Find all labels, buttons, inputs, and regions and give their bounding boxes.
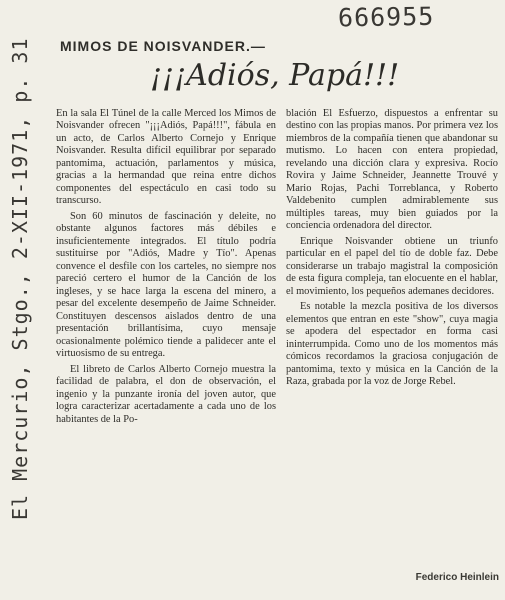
- article-title: ¡¡¡Adiós, Papá!!!: [150, 58, 400, 93]
- paragraph: Es notable la mezcla positiva de los diversos elementos que entran en este "show", cuya magia se apodera del espectador en forma casi ininterrumpida. Como uno de los momentos más cómicos recordamos la graciosa conjugación de pantomima, texto y música en la Canción de la Raza, grabada por la voz de Jorge Rebel.: [286, 301, 498, 388]
- paragraph: Enrique Noisvander obtiene un triunfo particular en el papel del tío de doble faz. Debe considerarse un trabajo magistral la composición de esta figura compleja, tan elocuente en el hablar, el movimiento, los pequeños ademanes decidores.: [286, 235, 498, 297]
- paragraph: Son 60 minutos de fascinación y deleite, no obstante algunos factores más débiles e insuficientemente integrados. El título podría sustituirse por "Adiós, Madre y Tío". Apenas convence el desfile con los carteles, no siempre nos pareció certero el humor de la Canción de los ingleses, y se hace larga la escena del minero, a pesar del excelente desempeño de Jaime Schneider. Constituyen descensos aislados dentro de una presentación brillantísima, cuyo mensaje ocasionalmente polémico tiende a palidecer ante el virtuosismo de su entrega.: [56, 210, 276, 360]
- section-header: MIMOS DE NOISVANDER.—: [60, 38, 266, 54]
- article-left-column: [56, 108, 276, 429]
- paragraph: blación El Esfuerzo, dispuestos a enfrentar su destino con las propias manos. Por primera vez los miembros de la compañía tienen que abandonar su mutismo. Lo hacen con entera propiedad, revelando una dicción clara y expresiva. Rocío Rovira y Jaime Schneider, Jeannette Trouvé y Mario Rojas, Pachi Torreblanca, y Roberto Valdebenito cumplen admirablemente sus múltiples tareas, muy bien guiados por la conciencia ordenadora del director.: [286, 108, 498, 232]
- paragraph: El libreto de Carlos Alberto Cornejo muestra la facilidad de palabra, el don de observación, el ingenio y la punzante ironía del joven autor, que logra caracterizar acertadamente a cada uno de los habitantes de la Po-: [56, 363, 276, 425]
- article-right-column: [286, 108, 498, 392]
- paragraph: En la sala El Túnel de la calle Merced los Mimos de Noisvander ofrecen "¡¡¡Adiós, Papá!!!", fábula en un acto, de Carlos Alberto Cornejo y Enrique Noisvander. Resulta difícil equilibrar por separado pantomima, actuación, parlamentos y música, gracias a la hermandad que reina entre dichos componentes del espectáculo en casi todo su transcurso.: [56, 108, 276, 207]
- author-signature: Federico Heinlein: [415, 572, 499, 583]
- catalog-number-handwritten: 666955: [337, 1, 435, 33]
- source-note-handwritten: El Mercurio, Stgo., 2-XII-1971, p. 31: [8, 37, 32, 520]
